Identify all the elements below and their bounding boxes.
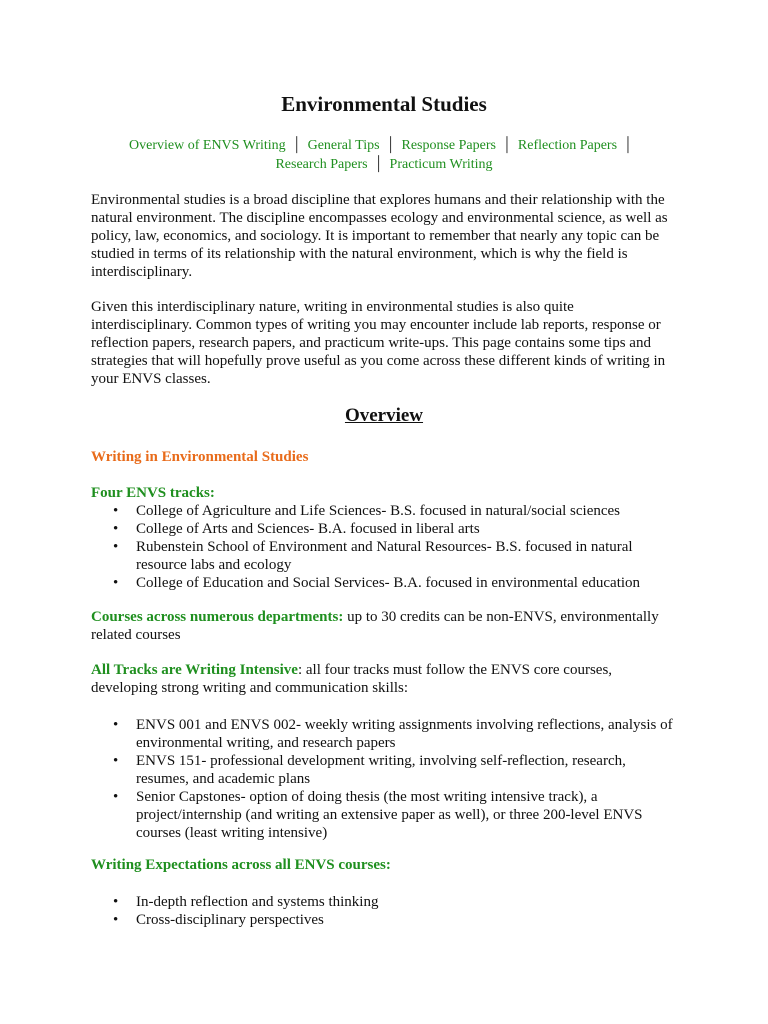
intensive-paragraph bbox=[91, 661, 691, 697]
subheading-writing-in-envs: Writing in Environmental Studies bbox=[91, 449, 309, 465]
core-courses-list bbox=[91, 716, 691, 842]
section-heading-overview: Overview bbox=[344, 405, 424, 426]
nav-link-practicum-writing[interactable]: Practicum Writing bbox=[389, 157, 493, 172]
nav-line-1 bbox=[0, 137, 768, 155]
text-line: interdisciplinary. Common types of writing you may encounter include lab reports, response or bbox=[91, 317, 661, 333]
courses-paragraph bbox=[91, 608, 691, 644]
list-item: • College of Agriculture and Life Sciences- B.S. focused in natural/social sciences bbox=[91, 502, 691, 520]
text-line: developing strong writing and communication skills: bbox=[91, 680, 409, 696]
text-line: studied in terms of its relationship with the natural environment, which is why the field is bbox=[91, 246, 628, 262]
nav-link-response-papers[interactable]: Response Papers bbox=[401, 138, 496, 153]
list-item: • Cross-disciplinary perspectives bbox=[91, 911, 691, 929]
text-line: policy, law, economics, and sociology. It is important to remember that nearly any topic can be bbox=[91, 228, 660, 244]
nav-link-research-papers[interactable]: Research Papers bbox=[275, 157, 368, 172]
text-line bbox=[91, 661, 691, 679]
text-line: resource labs and ecology bbox=[136, 557, 292, 573]
text-line: environmental writing, and research papers bbox=[136, 735, 396, 751]
nav-separator: │ bbox=[373, 157, 384, 172]
text-line: ENVS 151- professional development writing, involving self-reflection, research, bbox=[136, 753, 626, 769]
text-line: courses (least writing intensive) bbox=[136, 825, 328, 841]
page-title: Environmental Studies bbox=[281, 92, 487, 116]
tracks-heading: Four ENVS tracks: bbox=[91, 485, 215, 501]
text-line: strategies that will hopefully prove useful as you come across these different kinds of writing in bbox=[91, 353, 666, 369]
expectations-list bbox=[91, 893, 691, 929]
text-line: interdisciplinary. bbox=[91, 264, 193, 280]
text-line: Rubenstein School of Environment and Natural Resources- B.S. focused in natural bbox=[136, 539, 633, 555]
list-item: • In-depth reflection and systems thinking bbox=[91, 893, 691, 911]
expectations-heading: Writing Expectations across all ENVS courses: bbox=[91, 857, 391, 873]
text-line: natural environment. The discipline encompasses ecology and environmental science, as well as bbox=[91, 210, 668, 226]
text-line: your ENVS classes. bbox=[91, 371, 211, 387]
list-item: • College of Arts and Sciences- B.A. focused in liberal arts bbox=[91, 520, 691, 538]
text-line: resumes, and academic plans bbox=[136, 771, 311, 787]
nav-separator: │ bbox=[291, 138, 302, 153]
list-item bbox=[91, 788, 691, 842]
nav-separator: │ bbox=[385, 138, 396, 153]
nav-separator: │ bbox=[623, 138, 633, 153]
intro-paragraph-2 bbox=[91, 298, 691, 388]
intensive-label: All Tracks are Writing Intensive bbox=[91, 662, 298, 678]
list-item: • College of Education and Social Services- B.A. focused in environmental education bbox=[91, 574, 691, 592]
text-line: Environmental studies is a broad discipline that explores humans and their relationship with the bbox=[91, 192, 665, 208]
intensive-text: : all four tracks must follow the ENVS core courses, bbox=[297, 662, 613, 678]
text-line: ENVS 001 and ENVS 002- weekly writing assignments involving reflections, analysis of bbox=[136, 717, 673, 733]
courses-label: Courses across numerous departments: bbox=[91, 609, 344, 625]
text-line: related courses bbox=[91, 627, 181, 643]
nav-line-2 bbox=[0, 156, 768, 174]
text-line: Given this interdisciplinary nature, writing in environmental studies is also quite bbox=[91, 299, 574, 315]
courses-text: up to 30 credits can be non-ENVS, environmentally bbox=[343, 609, 659, 625]
nav-link-general-tips[interactable]: General Tips bbox=[307, 138, 380, 153]
text-line: reflection papers, research papers, and practicum write-ups. This page contains some tips and bbox=[91, 335, 651, 351]
list-item bbox=[91, 752, 691, 788]
nav-link-overview[interactable]: Overview of ENVS Writing bbox=[129, 138, 286, 153]
text-line bbox=[91, 608, 691, 626]
nav-separator: │ bbox=[501, 138, 512, 153]
intro-paragraph-1 bbox=[91, 191, 691, 281]
text-line: Senior Capstones- option of doing thesis (the most writing intensive track), a bbox=[136, 789, 598, 805]
nav-link-reflection-papers[interactable]: Reflection Papers bbox=[517, 138, 618, 153]
text-line: project/internship (and writing an extensive paper as well), or three 200-level ENVS bbox=[136, 807, 643, 823]
list-item bbox=[91, 716, 691, 752]
list-item bbox=[91, 538, 691, 574]
tracks-list bbox=[91, 502, 691, 592]
